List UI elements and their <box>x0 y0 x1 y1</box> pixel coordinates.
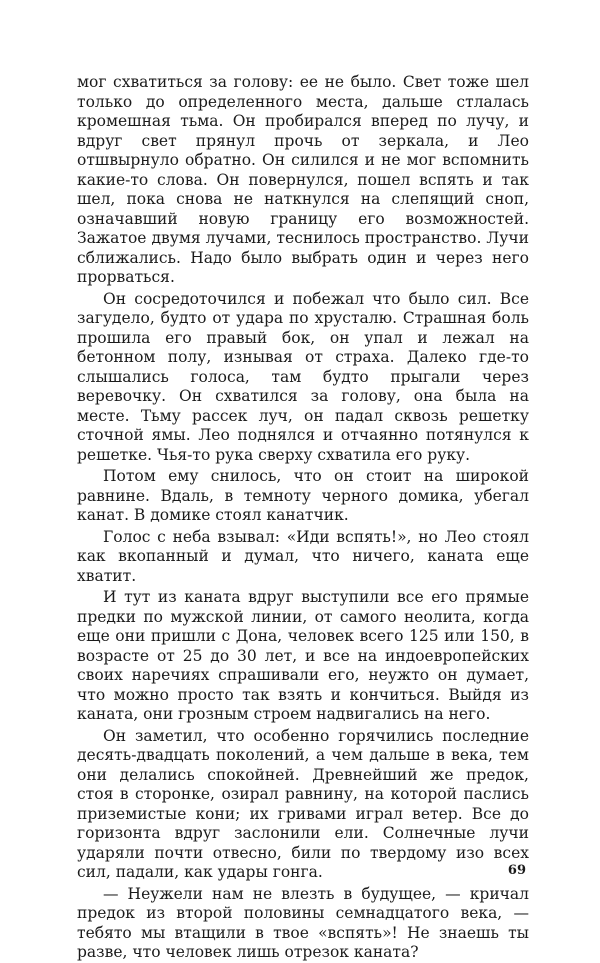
page-number: 69 <box>507 863 526 878</box>
paragraph: Потом ему снилось, что он стоит на широкой равнине. Вдаль, в темноту черного домика, убегал канат. В домике стоял канатчик. <box>77 467 529 524</box>
paragraph: Он сосредоточился и побежал что было сил. Все загудело, будто от удара по хрусталю. Страшная боль прошила его правый бок, он упал и лежал на бетонном полу, изнывая от страха. Далеко где-то слышались голоса, там будто прыгали через веревочку. Он схватился за голову, она была на месте. Тьму рассек луч, он падал сквозь решетку сточной ямы. Лео поднялся и отчаянно потянулся к решетке. Чья-то рука сверху схватила его руку. <box>77 289 529 464</box>
page-text <box>77 73 529 963</box>
paragraph: — Неужели нам не влезть в будущее, — кричал предок из второй половины семнадцатого века, — тебято мы втащили в твое «вспять»! Не знаешь ты разве, что человек лишь отрезок каната? <box>77 884 529 961</box>
paragraph: мог схватиться за голову: ее не было. Свет тоже шел только до определенного места, дальше стлалась кромешная тьма. Он пробирался вперед по лучу, и вдруг свет прянул прочь от зеркала, и Лео отшвырнуло обратно. Он силился и не мог вспомнить какие-то слова. Он повернулся, пошел вспять и так шел, пока снова не наткнулся на слепящий сноп, означавший новую границу его возможностей. Зажатое двумя лучами, теснилось пространство. Лучи сближались. Надо было выбрать один и через него прорваться. <box>77 73 529 286</box>
paragraph: И тут из каната вдруг выступили все его прямые предки по мужской линии, от самого неолита, когда еще они пришли с Дона, человек всего 125 или 150, в возрасте от 25 до 30 лет, и все на индоевропейских своих наречиях спрашивали его, неужто он думает, что можно просто так взять и кончиться. Выйдя из каната, они грозным строем надвигались на него. <box>77 588 529 723</box>
paragraph: Голос с неба взывал: «Иди вспять!», но Лео стоял как вкопанный и думал, что ничего, каната еще хватит. <box>77 527 529 585</box>
paragraph: Он заметил, что особенно горячились последние десять-двадцать поколений, а чем дальше в века, тем они делались спокойней. Древнейший же предок, стоя в сторонке, озирал равнину, на которой паслись приземистые кони; их гривами играл ветер. Все до горизонта вдруг заслонили ели. Солнечные лучи ударяли почти отвесно, били по твердому изо всех сил, падали, как удары гонга. <box>77 726 529 881</box>
